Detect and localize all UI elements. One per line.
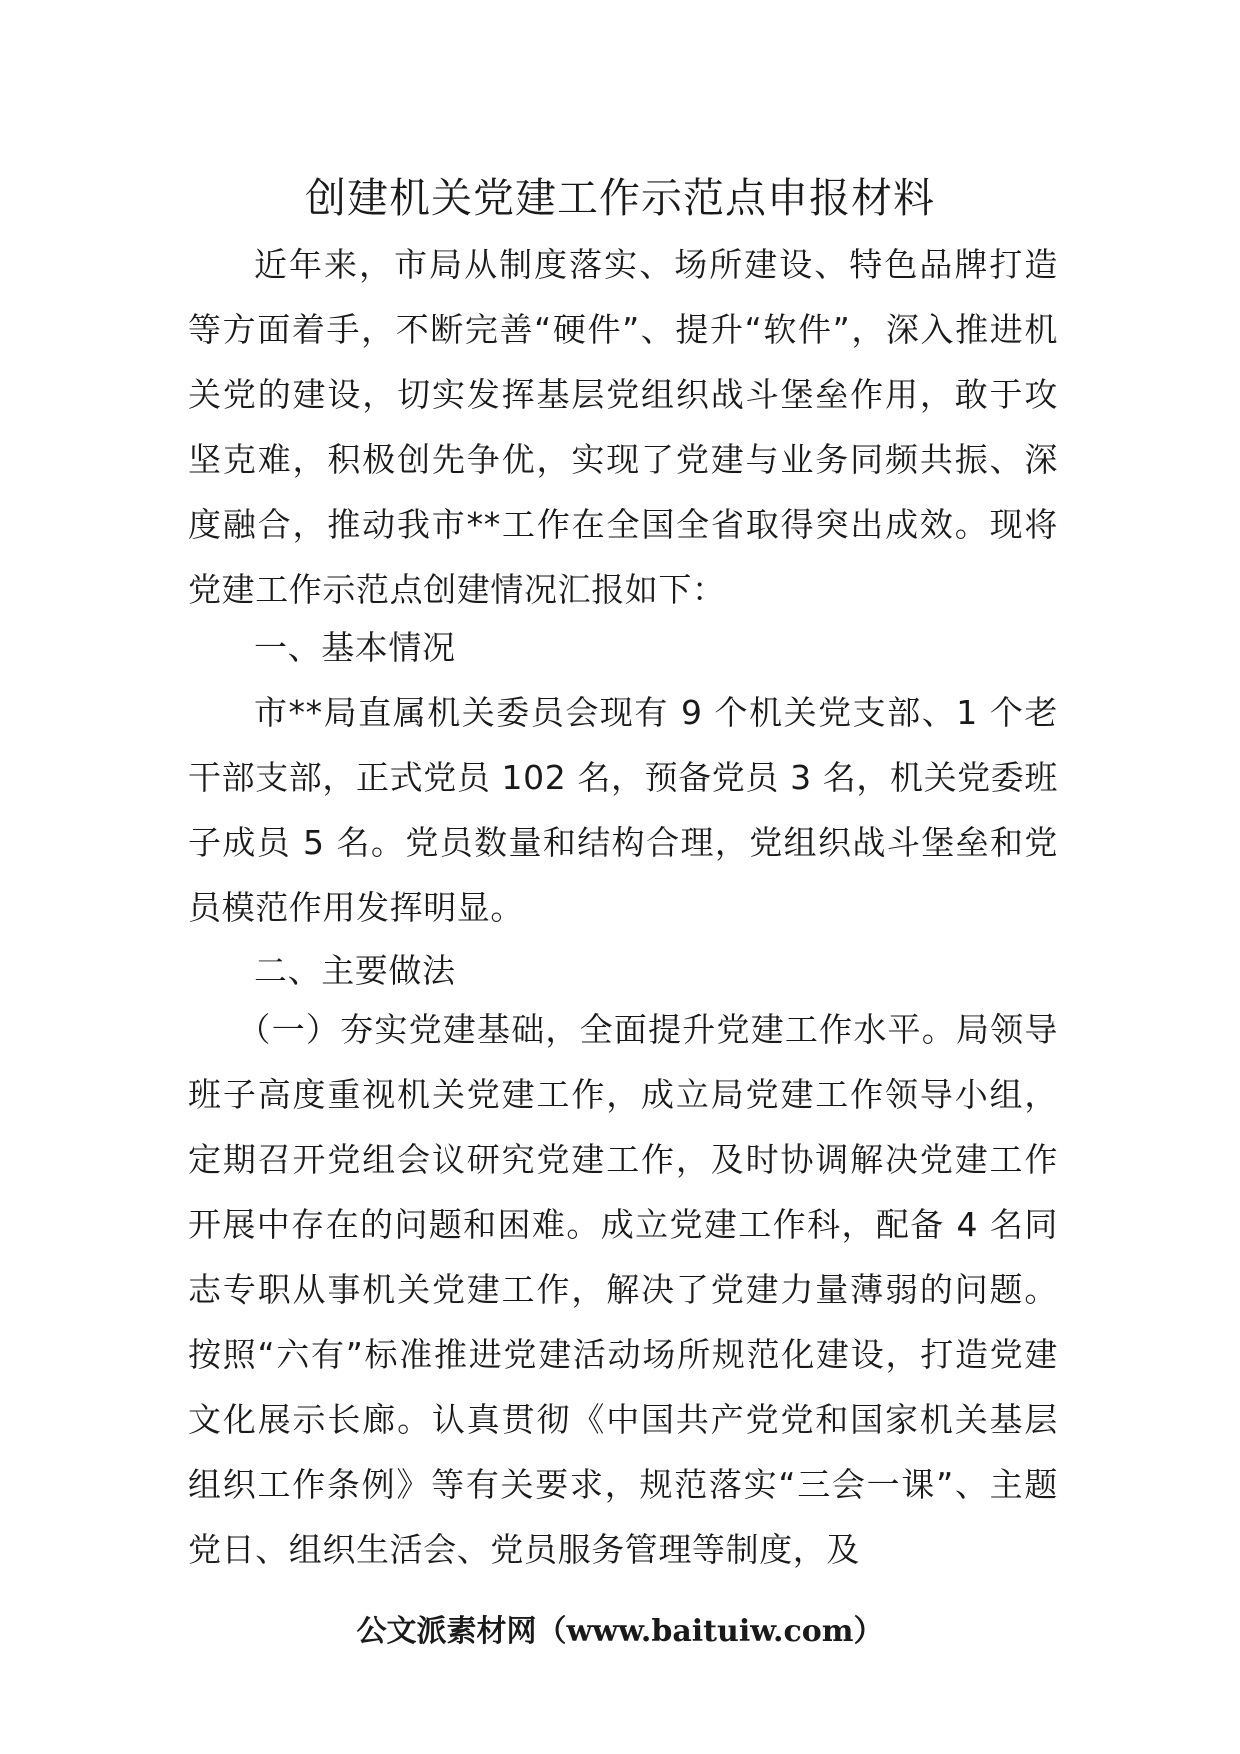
section-heading-basic: 一、基本情况 (254, 628, 456, 667)
document-body (188, 232, 1058, 1582)
intro-paragraph: 近年来，市局从制度落实、场所建设、特色品牌打造等方面着手，不断完善“硬件”、提升“软件”，深入推进机关党的建设，切实发挥基层党组织战斗堡垒作用，敢于攻坚克难，积极创先争优，实现了党建与业务同频共振、深度融合，推动我市**工作在全国全省取得突出成效。现将党建工作示范点创建情况汇报如下： (188, 245, 1058, 609)
section-heading-methods: 二、主要做法 (254, 951, 456, 990)
methods-paragraph: （一）夯实党建基础，全面提升党建工作水平。局领导班子高度重视机关党建工作，成立局党建工作领导小组，定期召开党组会议研究党建工作，及时协调解决党建工作开展中存在的问题和困难。成立党建工作科，配备 4 名同志专职从事机关党建工作，解决了党建力量薄弱的问题。按照“六有”标准推进党建活动场所规范化建设，打造党建文化展示长廊。认真贯彻《中国共产党党和国家机关基层组织工作条例》等有关要求，规范落实“三会一课”、主题党日、组织生活会、党员服务管理等制度，及 (188, 1010, 1058, 1569)
document-title: 创建机关党建工作示范点申报材料 (305, 174, 935, 222)
basic-info-paragraph: 市**局直属机关委员会现有 9 个机关党支部、1 个老干部支部，正式党员 102 名，预备党员 3 名，机关党委班子成员 5 名。党员数量和结构合理，党组织战斗堡垒和党员模范作用发挥明显。 (188, 693, 1058, 927)
watermark-footer: 公文派素材网（www.baituiw.com） (356, 1614, 884, 1649)
